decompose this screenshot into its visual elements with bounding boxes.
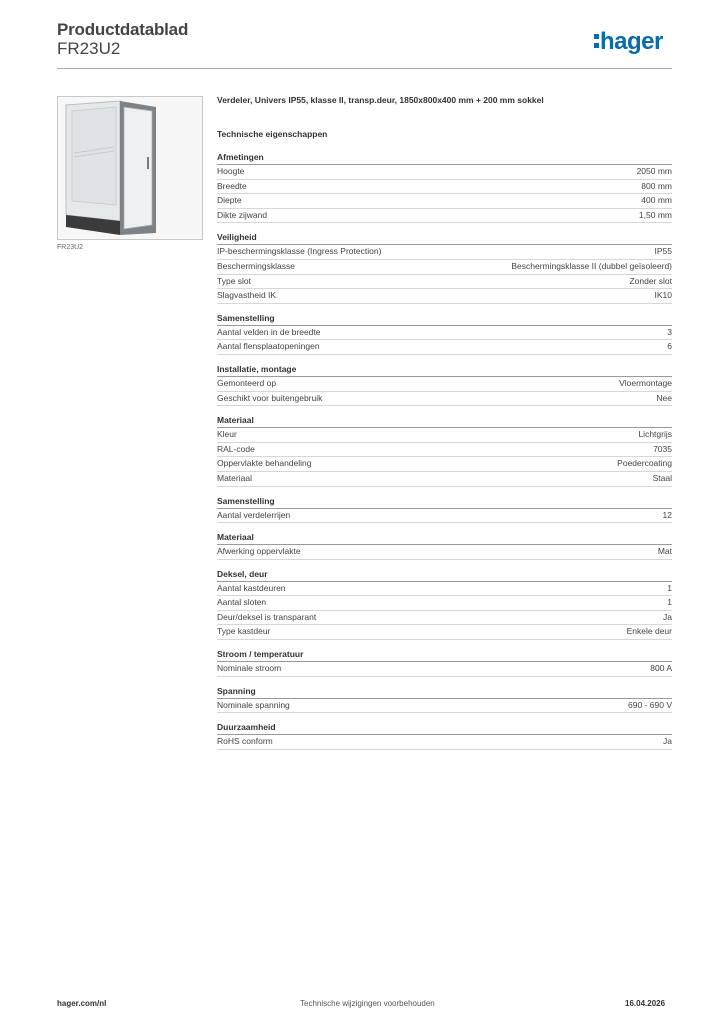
spec-row <box>217 611 672 626</box>
page-title: Productdatablad <box>57 20 189 39</box>
section-title: Materiaal <box>217 531 672 545</box>
spec-section <box>217 363 672 406</box>
spec-label: Slagvastheid IK <box>217 290 277 301</box>
spec-value: 7035 <box>653 443 672 454</box>
spec-row <box>217 165 672 180</box>
spec-value: Mat <box>657 546 672 557</box>
spec-label: Breedte <box>217 180 247 191</box>
spec-label: Geschikt voor buitengebruik <box>217 392 323 403</box>
spec-row <box>217 457 672 472</box>
spec-label: Aantal velden in de breedte <box>217 326 321 337</box>
spec-label: Diepte <box>217 195 242 206</box>
header-divider <box>57 68 672 69</box>
spec-label: RAL-code <box>217 443 255 454</box>
spec-section <box>217 721 672 750</box>
spec-label: Oppervlakte behandeling <box>217 458 312 469</box>
spec-value: Ja <box>663 611 672 622</box>
product-details <box>217 95 672 750</box>
spec-label: Aantal flensplaatopeningen <box>217 341 320 352</box>
spec-row <box>217 260 672 275</box>
spec-row <box>217 428 672 443</box>
section-title: Afmetingen <box>217 151 672 165</box>
footer-note: Technische wijzigingen voorbehouden <box>300 999 435 1008</box>
spec-label: Nominale stroom <box>217 663 282 674</box>
spec-label: Aantal sloten <box>217 597 267 608</box>
spec-value: 1 <box>667 582 672 593</box>
section-title: Samenstelling <box>217 312 672 326</box>
spec-section <box>217 495 672 524</box>
spec-section <box>217 151 672 223</box>
spec-value: IP55 <box>654 246 672 257</box>
footer-date: 16.04.2026 <box>625 999 666 1008</box>
spec-row <box>217 596 672 611</box>
spec-row <box>217 662 672 677</box>
spec-section <box>217 414 672 486</box>
image-caption: FR23U2 <box>57 244 84 251</box>
spec-value: 400 mm <box>641 195 672 206</box>
spec-value: 690 - 690 V <box>628 699 672 710</box>
spec-label: Aantal kastdeuren <box>217 582 286 593</box>
section-title: Materiaal <box>217 414 672 428</box>
tech-properties-title: Technische eigenschappen <box>217 129 328 139</box>
spec-row <box>217 180 672 195</box>
product-description: Verdeler, Univers IP55, klasse II, transp.deur, 1850x800x400 mm + 200 mm sokkel <box>217 95 544 105</box>
logo-text: hager <box>600 28 663 55</box>
spec-section <box>217 531 672 560</box>
spec-section <box>217 648 672 677</box>
spec-row <box>217 735 672 750</box>
section-title: Spanning <box>217 685 672 699</box>
spec-section <box>217 685 672 714</box>
spec-row <box>217 194 672 209</box>
spec-row <box>217 472 672 487</box>
spec-label: RoHS conform <box>217 736 273 747</box>
section-title: Duurzaamheid <box>217 721 672 735</box>
spec-sections <box>217 151 672 750</box>
spec-row <box>217 275 672 290</box>
section-title: Deksel, deur <box>217 568 672 582</box>
spec-section <box>217 568 672 640</box>
spec-label: Afwerking oppervlakte <box>217 546 301 557</box>
spec-value: 6 <box>667 341 672 352</box>
spec-value: 800 mm <box>641 180 672 191</box>
spec-label: Type slot <box>217 275 252 286</box>
spec-value: 3 <box>667 326 672 337</box>
spec-label: Type kastdeur <box>217 626 271 637</box>
spec-label: Dikte zijwand <box>217 209 268 220</box>
spec-value: Enkele deur <box>626 626 672 637</box>
spec-row <box>217 582 672 597</box>
spec-value: Lichtgrijs <box>638 429 672 440</box>
spec-label: Materiaal <box>217 472 252 483</box>
hager-logo <box>594 28 663 56</box>
spec-value: 1 <box>667 597 672 608</box>
spec-row <box>217 392 672 407</box>
spec-label: Gemonteerd op <box>217 377 277 388</box>
section-title: Stroom / temperatuur <box>217 648 672 662</box>
spec-row <box>217 443 672 458</box>
footer-website[interactable]: hager.com/nl <box>57 999 107 1008</box>
spec-value: 2050 mm <box>636 166 672 176</box>
spec-value: Staal <box>652 472 672 483</box>
spec-value: Beschermingsklasse II (dubbel geïsoleerd) <box>511 260 672 271</box>
spec-label: IP-beschermingsklasse (Ingress Protection) <box>217 246 382 257</box>
spec-row <box>217 699 672 714</box>
spec-value: Zonder slot <box>629 275 672 286</box>
spec-value: IK10 <box>654 290 672 301</box>
spec-label: Kleur <box>217 429 237 440</box>
logo-dots-icon <box>594 34 599 48</box>
spec-value: Ja <box>663 736 672 747</box>
spec-row <box>217 545 672 560</box>
spec-row <box>217 625 672 640</box>
spec-row <box>217 326 672 341</box>
spec-value: Nee <box>656 392 672 403</box>
spec-section <box>217 312 672 355</box>
spec-value: 800 A <box>650 663 672 674</box>
spec-value: 12 <box>662 509 672 520</box>
spec-label: Nominale spanning <box>217 699 290 710</box>
spec-row <box>217 509 672 524</box>
spec-row <box>217 340 672 355</box>
spec-label: Aantal verdelerrijen <box>217 509 291 520</box>
spec-row <box>217 245 672 260</box>
product-image <box>57 96 203 240</box>
spec-label: Beschermingsklasse <box>217 260 295 271</box>
spec-row <box>217 289 672 304</box>
section-title: Veiligheid <box>217 231 672 245</box>
spec-value: Poedercoating <box>617 458 672 469</box>
product-code: FR23U2 <box>57 39 121 58</box>
spec-row <box>217 209 672 224</box>
spec-row <box>217 377 672 392</box>
cabinet-illustration <box>58 97 202 239</box>
spec-label: Deur/deksel is transparant <box>217 611 317 622</box>
spec-label: Hoogte <box>217 166 245 176</box>
spec-section <box>217 231 672 303</box>
section-title: Samenstelling <box>217 495 672 509</box>
spec-value: Vloermontage <box>619 377 672 388</box>
spec-value: 1,50 mm <box>638 209 672 220</box>
section-title: Installatie, montage <box>217 363 672 377</box>
